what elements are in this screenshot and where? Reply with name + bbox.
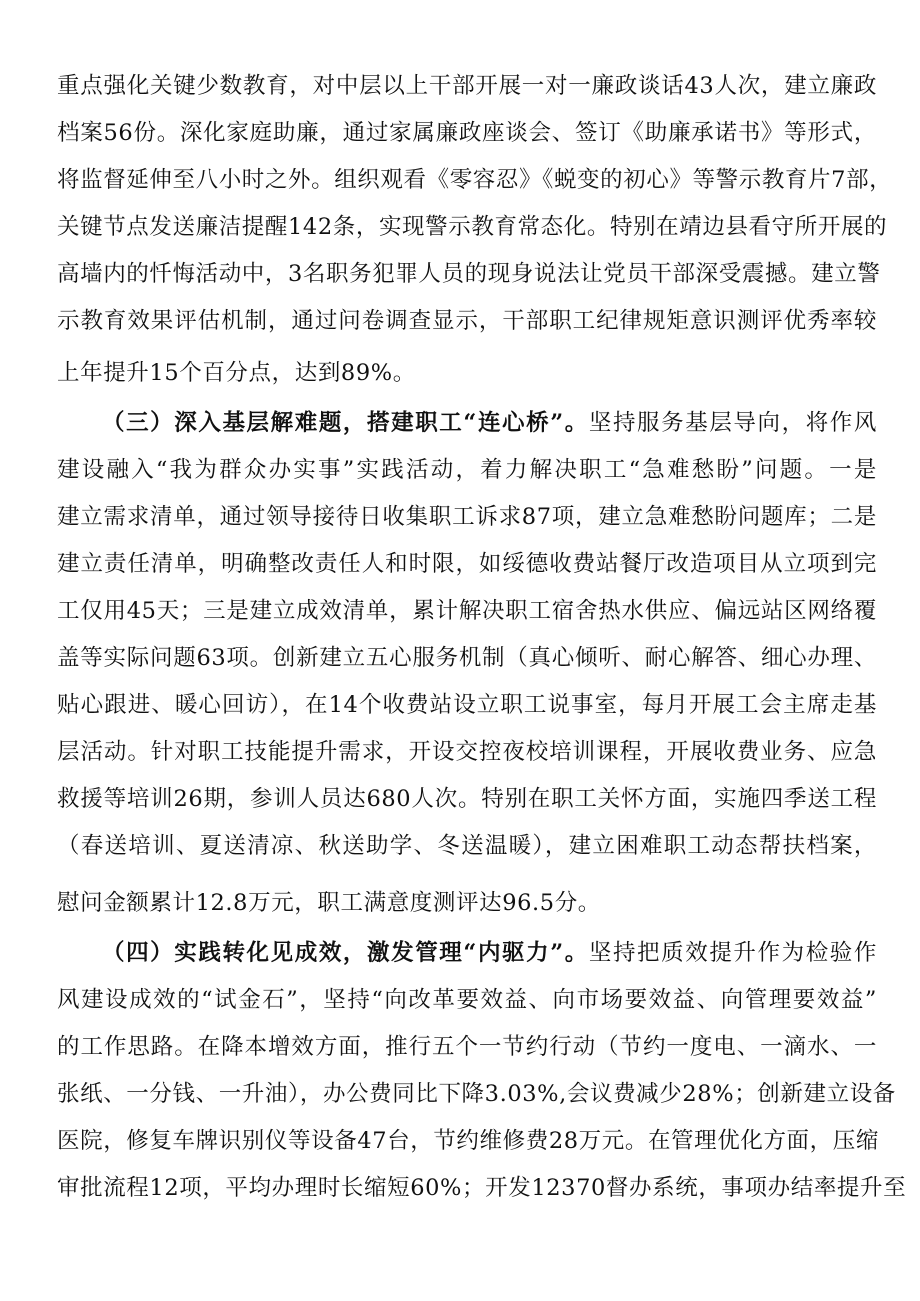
body-text: 坚持服务基层导向，将作风 (588, 410, 877, 436)
body-line: 示教育效果评估机制，通过问卷调查显示，干部职工纪律规矩意识测评优秀率较 (57, 308, 877, 334)
body-line: 的工作思路。在降本增效方面，推行五个一节约行动（节约一度电、一滴水、一 (57, 1034, 877, 1060)
body-text: 坚持把质效提升作为检验作 (588, 940, 877, 966)
body-line: 建立责任清单，明确整改责任人和时限，如绥德收费站餐厅改造项目从立项到完 (57, 551, 877, 577)
section-first-line (102, 402, 877, 444)
body-line: （春送培训、夏送清凉、秋送助学、冬送温暖），建立困难职工动态帮扶档案， (57, 833, 877, 859)
body-line: 关键节点发送廉洁提醒142条，实现警示教育常态化。特别在靖边县看守所开展的 (57, 214, 888, 240)
body-line: 慰问金额累计12.8万元，职工满意度测评达96.5分。 (57, 890, 601, 916)
body-line: 审批流程12项，平均办理时长缩短60%；开发12370督办系统，事项办结率提升至 (57, 1175, 907, 1201)
body-line: 医院，修复车牌识别仪等设备47台，节约维修费28万元。在管理优化方面，压缩 (57, 1128, 879, 1154)
body-line: 张纸、一分钱、一升油），办公费同比下降3.03%,会议费减少28%；创新建立设备 (57, 1081, 896, 1107)
body-line: 重点强化关键少数教育，对中层以上干部开展一对一廉政谈话43人次，建立廉政 (57, 73, 877, 99)
body-line: 建设融入“我为群众办实事”实践活动，着力解决职工“急难愁盼”问题。一是 (57, 457, 877, 483)
body-line: 风建设成效的“试金石”，坚持“向改革要效益、向市场要效益、向管理要效益” (57, 987, 877, 1013)
body-line: 层活动。针对职工技能提升需求，开设交控夜校培训课程，开展收费业务、应急 (57, 739, 877, 765)
body-line: 档案56份。深化家庭助廉，通过家属廉政座谈会、签订《助廉承诺书》等形式， (57, 120, 877, 146)
section-heading: （四）实践转化见成效，激发管理“内驱力”。 (102, 940, 589, 966)
body-line: 建立需求清单，通过领导接待日收集职工诉求87项，建立急难愁盼问题库；二是 (57, 504, 877, 530)
section-heading: （三）深入基层解难题，搭建职工“连心桥”。 (102, 410, 589, 436)
body-line: 贴心跟进、暖心回访），在14个收费站设立职工说事室，每月开展工会主席走基 (57, 692, 877, 718)
body-line: 高墙内的忏悔活动中，3名职务犯罪人员的现身说法让党员干部深受震撼。建立警 (57, 261, 881, 287)
body-line: 上年提升15个百分点，达到89%。 (57, 360, 416, 386)
body-line: 盖等实际问题63项。创新建立五心服务机制（真心倾听、耐心解答、细心办理、 (57, 645, 877, 671)
body-line: 救援等培训26期，参训人员达680人次。特别在职工关怀方面，实施四季送工程 (57, 786, 877, 812)
body-line: 将监督延伸至八小时之外。组织观看《零容忍》《蜕变的初心》等警示教育片7部， (57, 167, 893, 193)
body-line: 工仅用45天；三是建立成效清单，累计解决职工宿舍热水供应、偏远站区网络覆 (57, 598, 877, 624)
section-first-line (102, 932, 877, 974)
